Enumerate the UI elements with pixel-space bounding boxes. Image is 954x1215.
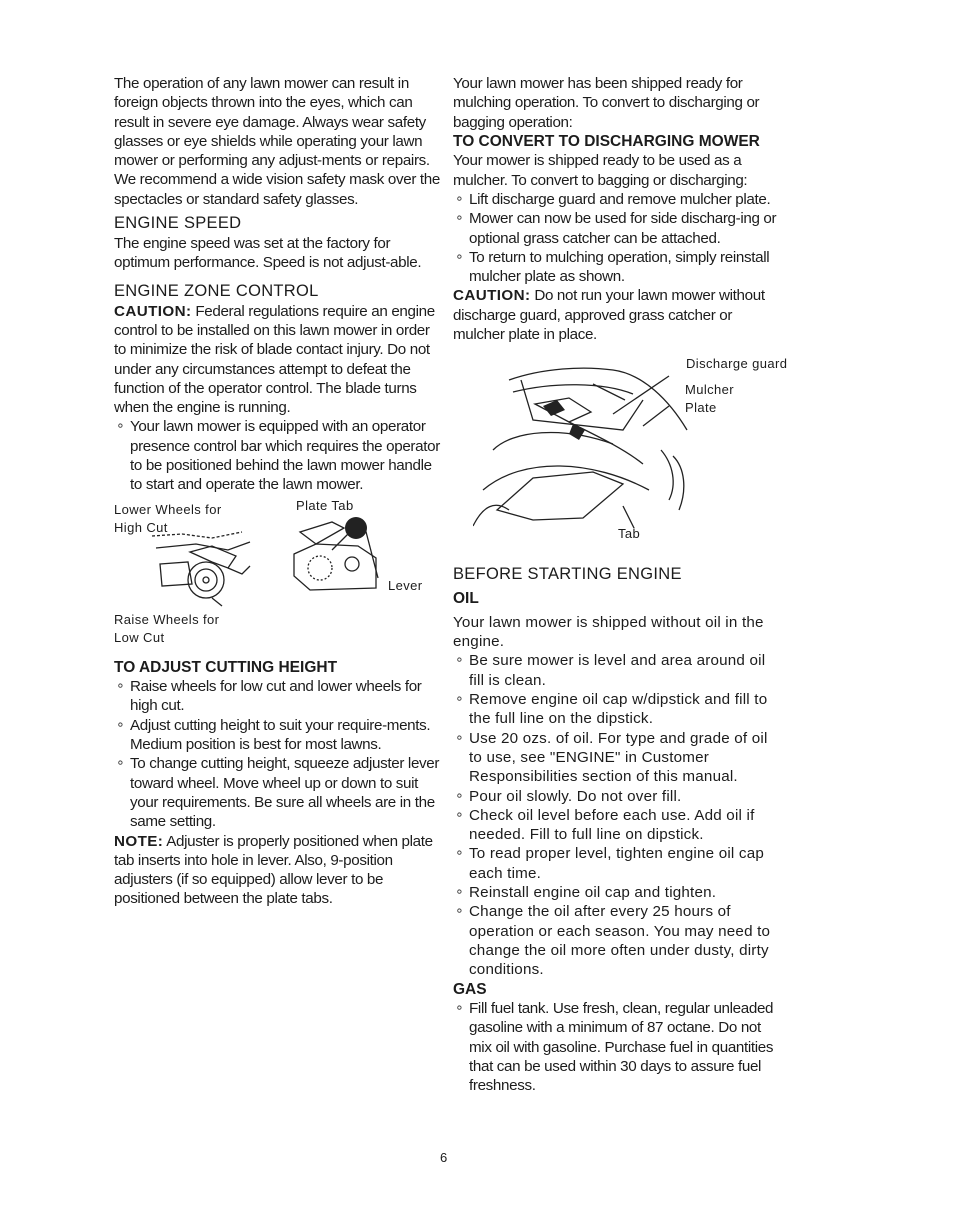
list-item: ∘ To change cutting height, squeeze adjuster lever toward wheel. Move wheel up or down to suit your requirements. Be sure all wheels are in the same setting.: [114, 754, 440, 831]
label-plate: Plate: [685, 400, 717, 416]
right-column: [453, 74, 788, 1095]
convert-list: [453, 190, 783, 286]
list-item: ∘ Raise wheels for low cut and lower wheels for high cut.: [114, 677, 440, 716]
label-raise-wheels: Raise Wheels for: [114, 611, 220, 627]
label-tab: Tab: [618, 526, 641, 542]
note-text: Adjuster is properly positioned when plate tab inserts into hole in lever. Also, 9-position adjusters (if so equipped) allow lever to be positioned between the plate tabs.: [114, 832, 433, 908]
gas-heading: GAS: [453, 980, 487, 998]
adjust-cutting-height-list: [114, 677, 440, 831]
label-high-cut: High Cut: [114, 519, 168, 535]
note-paragraph: [114, 832, 440, 909]
left-column: [114, 74, 440, 909]
discharge-caution-paragraph: [453, 286, 783, 344]
list-item: ∘ Be sure mower is level and area around oil fill is clean.: [453, 651, 783, 690]
label-mulcher: Mulcher: [685, 382, 735, 398]
engine-speed-paragraph: The engine speed was set at the factory for optimum performance. Speed is not adjust-able.: [114, 235, 422, 272]
caution-text: Do not run your lawn mower without discharge guard, approved grass catcher or mulcher plate in place.: [453, 287, 765, 344]
mulcher-plate-figure: [453, 356, 788, 564]
oil-paragraph: Your lawn mower is shipped without oil in the engine.: [453, 613, 764, 651]
gas-list: [453, 999, 783, 1095]
engine-zone-control-heading: ENGINE ZONE CONTROL: [114, 281, 319, 300]
convert-paragraph: Your mower is shipped ready to be used as a mulcher. To convert to bagging or discharging:: [453, 152, 748, 189]
caution-label: CAUTION:: [114, 302, 192, 320]
before-starting-section: [453, 564, 783, 979]
page-number: 6: [440, 1150, 448, 1165]
cutting-height-figure: [114, 498, 440, 648]
list-item: ∘ Mower can now be used for side discharg-ing or optional grass catcher can be attached.: [453, 209, 783, 248]
engine-zone-caution-paragraph: [114, 302, 440, 418]
engine-zone-list: [114, 417, 440, 494]
before-starting-engine-heading: BEFORE STARTING ENGINE: [453, 565, 682, 584]
engine-speed-heading: ENGINE SPEED: [114, 214, 242, 233]
mower-deck-drawing: [473, 360, 693, 528]
list-item: ∘ Check oil level before each use. Add oil if needed. Fill to full line on dipstick.: [453, 806, 783, 845]
safety-intro-paragraph: The operation of any lawn mower can result in foreign objects thrown into the eyes, which can result in severe eye damage. Always wear safety glasses or eye shields while operating your lawn mower or performing any adjust-ments or repairs. We recommend a wide vision safety mask over the spectacles or standard safety glasses.: [114, 75, 440, 208]
list-item: ∘ Change the oil after every 25 hours of operation or each season. You may need to change the oil more often under dusty, dirty conditions.: [453, 902, 783, 979]
list-item: ∘ Reinstall engine oil cap and tighten.: [453, 883, 783, 902]
list-item: ∘ To return to mulching operation, simply reinstall mulcher plate as shown.: [453, 248, 783, 287]
oil-heading: OIL: [453, 590, 479, 608]
list-item: ∘ Remove engine oil cap w/dipstick and fill to the full line on the dipstick.: [453, 690, 783, 729]
oil-list: [453, 651, 783, 979]
label-plate-tab: Plate Tab: [296, 497, 354, 513]
list-item: ∘ Pour oil slowly. Do not over fill.: [453, 787, 783, 806]
convert-heading: TO CONVERT TO DISCHARGING MOWER: [453, 132, 760, 150]
shipped-mulching-paragraph: Your lawn mower has been shipped ready for mulching operation. To convert to discharging or bagging operation:: [453, 75, 760, 131]
note-label: NOTE:: [114, 832, 164, 850]
label-low-cut: Low Cut: [114, 629, 165, 645]
label-lower-wheels: Lower Wheels for: [114, 501, 222, 517]
list-item: ∘ Use 20 ozs. of oil. For type and grade of oil to use, see "ENGINE" in Customer Responsibilities section of this manual.: [453, 729, 783, 787]
caution-label: CAUTION:: [453, 287, 531, 305]
list-item: ∘ Your lawn mower is equipped with an operator presence control bar which requires the operator to be positioned behind the lawn mower handle to start and operate the lawn mower.: [114, 417, 440, 494]
adjust-cutting-height-heading: TO ADJUST CUTTING HEIGHT: [114, 658, 338, 676]
label-discharge-guard: Discharge guard: [686, 356, 788, 372]
lever-plate-drawing: [286, 514, 386, 602]
list-item: ∘ Fill fuel tank. Use fresh, clean, regular unleaded gasoline with a minimum of 87 octane. Do not mix oil with gasoline. Purchase fuel in quantities that can be used within 30 days to assure fuel freshness.: [453, 999, 783, 1095]
list-item: ∘ Lift discharge guard and remove mulcher plate.: [453, 190, 783, 209]
caution-text: Federal regulations require an engine control to be installed on this lawn mower in order to minimize the risk of blade contact injury. Do not under any circumstances attempt to defeat the function of the operator control. The blade turns when the engine is running.: [114, 302, 435, 417]
list-item: ∘ To read proper level, tighten engine oil cap each time.: [453, 844, 783, 883]
label-lever: Lever: [388, 577, 423, 593]
list-item: ∘ Adjust cutting height to suit your require-ments. Medium position is best for most lawns.: [114, 716, 440, 755]
wheel-adjuster-drawing: [142, 528, 262, 610]
